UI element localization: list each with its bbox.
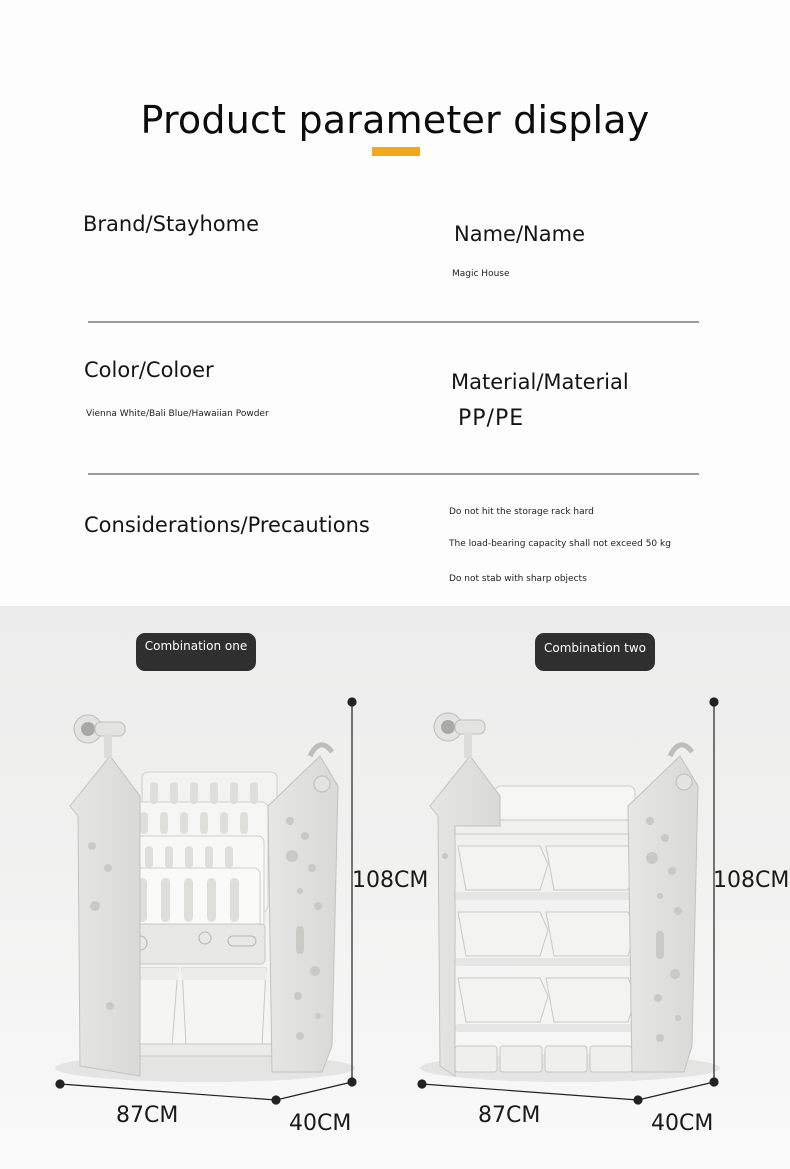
combination-two-label: Combination two <box>544 641 646 655</box>
divider <box>88 473 699 475</box>
page-title: Product parameter display <box>140 98 650 142</box>
color-value: Vienna White/Bali Blue/Hawaiian Powder <box>86 409 269 419</box>
combination-two-depth: 40CM <box>651 1111 714 1136</box>
rack-one <box>55 715 355 1082</box>
material-value: PP/PE <box>458 406 525 431</box>
precaution-item: The load-bearing capacity shall not exceed 50 kg <box>449 539 671 549</box>
title-accent-bar <box>372 147 420 156</box>
combination-one-depth: 40CM <box>289 1111 352 1136</box>
combination-two-width: 87CM <box>478 1103 541 1128</box>
combination-two-badge <box>535 633 655 671</box>
name-value: Magic House <box>452 269 510 279</box>
combination-one-badge <box>136 633 256 671</box>
rack-two <box>420 713 720 1082</box>
combination-section <box>0 606 790 1169</box>
precaution-item: Do not stab with sharp objects <box>449 574 587 584</box>
combination-two-height: 108CM <box>713 868 790 893</box>
material-label: Material/Material <box>451 370 629 394</box>
color-label: Color/Coloer <box>84 358 214 382</box>
name-label: Name/Name <box>454 222 585 246</box>
precautions-label: Considerations/Precautions <box>84 513 370 537</box>
combination-one-height: 108CM <box>352 868 429 893</box>
divider <box>88 321 699 323</box>
brand-label: Brand/Stayhome <box>83 212 260 236</box>
combination-one-width: 87CM <box>116 1103 179 1128</box>
precaution-item: Do not hit the storage rack hard <box>449 507 594 517</box>
combination-one-label: Combination one <box>144 639 248 653</box>
